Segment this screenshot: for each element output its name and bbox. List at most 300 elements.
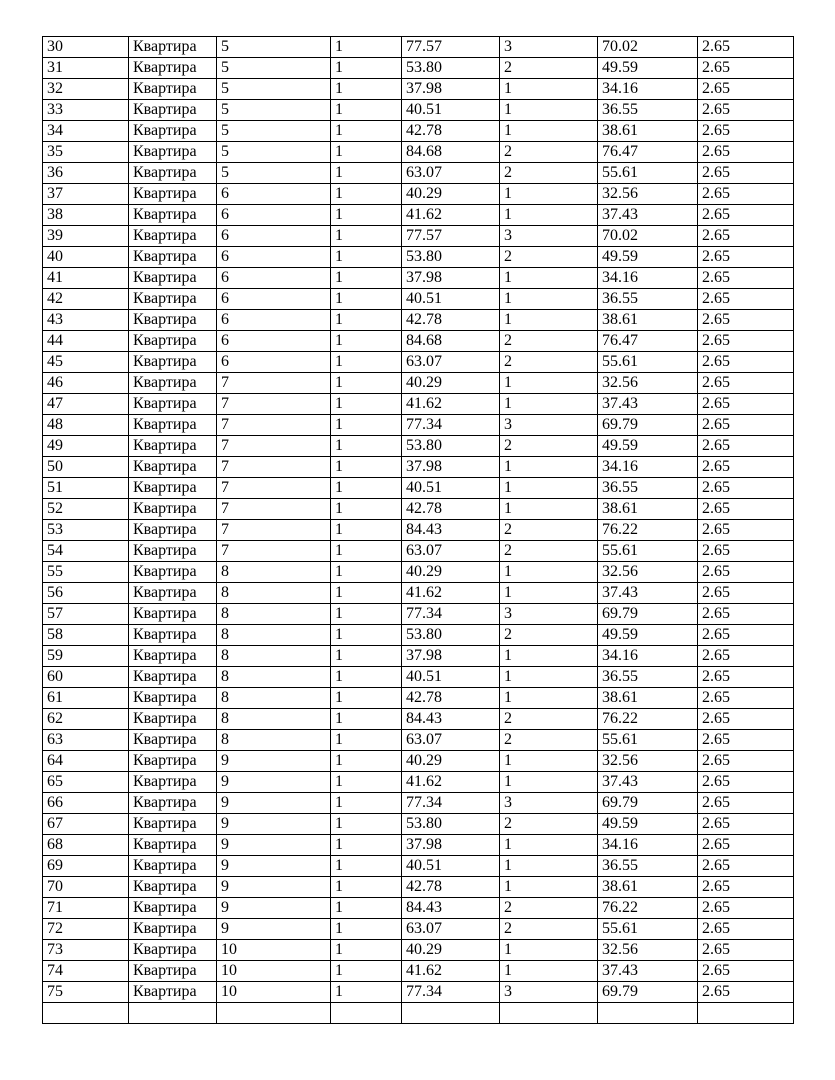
table-cell: 41 — [43, 268, 129, 289]
table-cell: 37.43 — [598, 205, 698, 226]
table-cell: 49.59 — [598, 58, 698, 79]
table-cell: Квартира — [129, 205, 217, 226]
table-cell: Квартира — [129, 961, 217, 982]
table-cell: 10 — [217, 982, 331, 1003]
table-cell: 53.80 — [402, 247, 500, 268]
apartments-table-body — [43, 37, 794, 1024]
table-cell: 1 — [500, 856, 598, 877]
table-cell: Квартира — [129, 919, 217, 940]
table-cell: 32.56 — [598, 751, 698, 772]
table-row — [43, 667, 794, 688]
table-cell: 2.65 — [698, 919, 794, 940]
table-cell: 37.98 — [402, 457, 500, 478]
table-cell: 9 — [217, 898, 331, 919]
table-cell: 1 — [500, 772, 598, 793]
apartments-table — [42, 36, 794, 1024]
table-cell: 34.16 — [598, 268, 698, 289]
table-cell: Квартира — [129, 772, 217, 793]
table-cell: 52 — [43, 499, 129, 520]
table-cell: 5 — [217, 163, 331, 184]
table-cell: 47 — [43, 394, 129, 415]
table-cell: 1 — [500, 310, 598, 331]
table-cell: 1 — [331, 205, 402, 226]
table-cell: 40.29 — [402, 373, 500, 394]
table-cell: Квартира — [129, 583, 217, 604]
table-cell: 2.65 — [698, 520, 794, 541]
table-cell: 2.65 — [698, 751, 794, 772]
table-cell: 42.78 — [402, 310, 500, 331]
table-cell: 2.65 — [698, 478, 794, 499]
table-cell: 10 — [217, 961, 331, 982]
table-cell: Квартира — [129, 667, 217, 688]
table-row — [43, 226, 794, 247]
table-cell: 56 — [43, 583, 129, 604]
table-cell: 74 — [43, 961, 129, 982]
table-cell: 2.65 — [698, 562, 794, 583]
table-cell: Квартира — [129, 877, 217, 898]
table-cell: 1 — [331, 961, 402, 982]
table-cell: 49 — [43, 436, 129, 457]
table-cell: 40.29 — [402, 940, 500, 961]
table-row — [43, 856, 794, 877]
table-cell: 2.65 — [698, 541, 794, 562]
table-cell: 1 — [331, 436, 402, 457]
table-cell: 1 — [331, 373, 402, 394]
table-cell: 1 — [331, 37, 402, 58]
table-cell: Квартира — [129, 457, 217, 478]
table-cell: 55.61 — [598, 541, 698, 562]
table-cell: Квартира — [129, 373, 217, 394]
table-cell: 36.55 — [598, 289, 698, 310]
table-cell: 1 — [500, 289, 598, 310]
table-cell: 2 — [500, 625, 598, 646]
table-cell: 2.65 — [698, 583, 794, 604]
table-cell: 2.65 — [698, 37, 794, 58]
table-cell: 58 — [43, 625, 129, 646]
table-cell: 2 — [500, 352, 598, 373]
table-cell: 2 — [500, 247, 598, 268]
table-cell: 1 — [331, 226, 402, 247]
table-cell: 7 — [217, 520, 331, 541]
table-cell: 3 — [500, 415, 598, 436]
table-row — [43, 100, 794, 121]
table-cell: 42.78 — [402, 688, 500, 709]
table-cell: 2.65 — [698, 625, 794, 646]
table-cell: 2.65 — [698, 982, 794, 1003]
table-cell: 1 — [331, 394, 402, 415]
table-cell: 3 — [500, 793, 598, 814]
table-cell: 45 — [43, 352, 129, 373]
table-cell: 2.65 — [698, 772, 794, 793]
table-cell: 42.78 — [402, 499, 500, 520]
table-cell: 59 — [43, 646, 129, 667]
table-cell: 8 — [217, 688, 331, 709]
table-row — [43, 835, 794, 856]
table-cell: 9 — [217, 856, 331, 877]
table-cell: 2 — [500, 163, 598, 184]
table-cell: 1 — [331, 310, 402, 331]
table-cell: 64 — [43, 751, 129, 772]
table-cell: Квартира — [129, 436, 217, 457]
table-cell: 38 — [43, 205, 129, 226]
table-cell: Квартира — [129, 79, 217, 100]
table-row — [43, 142, 794, 163]
table-cell: 1 — [331, 499, 402, 520]
table-cell: 2 — [500, 814, 598, 835]
table-cell: 63.07 — [402, 163, 500, 184]
table-cell: 5 — [217, 79, 331, 100]
table-cell: 6 — [217, 184, 331, 205]
table-cell: 7 — [217, 457, 331, 478]
table-cell: 1 — [500, 499, 598, 520]
table-cell: 69.79 — [598, 982, 698, 1003]
table-row — [43, 457, 794, 478]
table-cell: 2.65 — [698, 373, 794, 394]
table-cell: Квартира — [129, 688, 217, 709]
table-cell: 1 — [500, 751, 598, 772]
table-cell: 1 — [331, 478, 402, 499]
table-cell: 2.65 — [698, 184, 794, 205]
table-cell: 40.51 — [402, 667, 500, 688]
table-cell: 2.65 — [698, 835, 794, 856]
table-cell: 1 — [331, 142, 402, 163]
table-cell: 41.62 — [402, 394, 500, 415]
table-cell: Квартира — [129, 163, 217, 184]
table-cell: 7 — [217, 436, 331, 457]
table-row — [43, 583, 794, 604]
table-cell: 2 — [500, 331, 598, 352]
table-cell: 1 — [331, 289, 402, 310]
table-cell: 63 — [43, 730, 129, 751]
table-cell: 1 — [331, 793, 402, 814]
table-cell: Квартира — [129, 310, 217, 331]
table-row — [43, 520, 794, 541]
table-cell: 55.61 — [598, 919, 698, 940]
table-cell: 1 — [331, 625, 402, 646]
table-cell: Квартира — [129, 184, 217, 205]
table-cell — [500, 1003, 598, 1024]
table-cell — [598, 1003, 698, 1024]
table-cell: 50 — [43, 457, 129, 478]
table-cell: Квартира — [129, 58, 217, 79]
table-cell — [402, 1003, 500, 1024]
table-cell: 1 — [500, 268, 598, 289]
table-cell: 5 — [217, 121, 331, 142]
table-cell: 63.07 — [402, 541, 500, 562]
table-cell: 76.47 — [598, 331, 698, 352]
table-cell: Квартира — [129, 814, 217, 835]
table-row — [43, 436, 794, 457]
table-row — [43, 373, 794, 394]
table-cell: 65 — [43, 772, 129, 793]
table-cell: 1 — [500, 835, 598, 856]
table-cell: 32 — [43, 79, 129, 100]
table-cell: 77.57 — [402, 37, 500, 58]
table-cell: 49.59 — [598, 625, 698, 646]
table-cell: 55.61 — [598, 730, 698, 751]
table-cell: 2.65 — [698, 100, 794, 121]
table-cell: Квартира — [129, 982, 217, 1003]
table-cell: 5 — [217, 58, 331, 79]
table-cell: Квартира — [129, 646, 217, 667]
table-cell: 84.43 — [402, 898, 500, 919]
table-cell: 2 — [500, 436, 598, 457]
table-cell: 2.65 — [698, 268, 794, 289]
table-cell — [129, 1003, 217, 1024]
table-cell: 1 — [331, 919, 402, 940]
table-cell: 77.34 — [402, 793, 500, 814]
table-cell: 37.43 — [598, 394, 698, 415]
table-cell: 10 — [217, 940, 331, 961]
table-cell: 48 — [43, 415, 129, 436]
table-cell: 1 — [500, 100, 598, 121]
table-cell: 77.34 — [402, 982, 500, 1003]
table-cell: 1 — [331, 583, 402, 604]
table-cell: 8 — [217, 667, 331, 688]
table-cell: 8 — [217, 646, 331, 667]
table-row — [43, 394, 794, 415]
table-row — [43, 58, 794, 79]
table-cell: 42.78 — [402, 121, 500, 142]
table-cell: 1 — [500, 79, 598, 100]
table-cell: 36.55 — [598, 667, 698, 688]
table-cell: 1 — [331, 856, 402, 877]
table-cell: 37.98 — [402, 646, 500, 667]
table-row — [43, 751, 794, 772]
table-cell: 69.79 — [598, 415, 698, 436]
table-cell: 2.65 — [698, 730, 794, 751]
table-cell: 37.98 — [402, 79, 500, 100]
table-cell: 43 — [43, 310, 129, 331]
table-cell: Квартира — [129, 499, 217, 520]
table-cell — [217, 1003, 331, 1024]
table-cell: 2 — [500, 520, 598, 541]
table-cell: 84.43 — [402, 520, 500, 541]
table-cell: 1 — [500, 562, 598, 583]
table-cell: 70.02 — [598, 37, 698, 58]
table-cell: 37.98 — [402, 268, 500, 289]
table-row — [43, 646, 794, 667]
table-cell: 1 — [500, 583, 598, 604]
table-cell: 9 — [217, 835, 331, 856]
table-cell: 32.56 — [598, 562, 698, 583]
table-cell: 55.61 — [598, 352, 698, 373]
table-cell: 70.02 — [598, 226, 698, 247]
table-cell: 40.29 — [402, 184, 500, 205]
table-cell: 30 — [43, 37, 129, 58]
table-row — [43, 499, 794, 520]
table-cell: 2.65 — [698, 793, 794, 814]
table-cell: 51 — [43, 478, 129, 499]
table-cell: 75 — [43, 982, 129, 1003]
table-cell: 40.51 — [402, 289, 500, 310]
table-row — [43, 688, 794, 709]
table-cell: 69.79 — [598, 604, 698, 625]
table-cell: 2.65 — [698, 814, 794, 835]
table-cell: 62 — [43, 709, 129, 730]
table-cell: 84.68 — [402, 331, 500, 352]
table-cell: 53.80 — [402, 58, 500, 79]
table-cell: 63.07 — [402, 730, 500, 751]
table-cell: 76.47 — [598, 142, 698, 163]
table-cell: 1 — [500, 184, 598, 205]
table-row — [43, 478, 794, 499]
table-cell: 53.80 — [402, 436, 500, 457]
table-cell: 5 — [217, 142, 331, 163]
table-cell: 2.65 — [698, 499, 794, 520]
table-row — [43, 541, 794, 562]
table-cell: 34.16 — [598, 835, 698, 856]
table-cell: 67 — [43, 814, 129, 835]
table-cell: 39 — [43, 226, 129, 247]
table-cell: 41.62 — [402, 583, 500, 604]
table-cell: 84.43 — [402, 709, 500, 730]
table-cell: 53.80 — [402, 814, 500, 835]
table-cell: 40.29 — [402, 562, 500, 583]
table-row — [43, 415, 794, 436]
table-cell: 1 — [500, 478, 598, 499]
table-cell: 35 — [43, 142, 129, 163]
table-cell: 2 — [500, 142, 598, 163]
table-cell: 1 — [500, 646, 598, 667]
table-cell: 33 — [43, 100, 129, 121]
table-cell: Квартира — [129, 709, 217, 730]
table-row — [43, 625, 794, 646]
table-cell: 73 — [43, 940, 129, 961]
table-cell: 34.16 — [598, 646, 698, 667]
table-cell: 1 — [331, 562, 402, 583]
table-cell: Квартира — [129, 226, 217, 247]
table-cell: 49.59 — [598, 436, 698, 457]
table-row-partial — [43, 1003, 794, 1024]
table-cell: 7 — [217, 373, 331, 394]
table-cell: 41.62 — [402, 205, 500, 226]
table-cell: 1 — [331, 772, 402, 793]
table-cell: 2.65 — [698, 394, 794, 415]
table-cell: 1 — [500, 940, 598, 961]
table-cell: Квартира — [129, 100, 217, 121]
table-row — [43, 37, 794, 58]
table-row — [43, 79, 794, 100]
table-cell: 1 — [331, 58, 402, 79]
table-cell: Квартира — [129, 478, 217, 499]
table-cell: 7 — [217, 478, 331, 499]
table-cell: 2.65 — [698, 688, 794, 709]
table-cell: 68 — [43, 835, 129, 856]
table-cell: 6 — [217, 289, 331, 310]
table-cell: 69.79 — [598, 793, 698, 814]
table-cell: 9 — [217, 877, 331, 898]
table-cell: 49.59 — [598, 814, 698, 835]
table-cell: 72 — [43, 919, 129, 940]
table-cell: Квартира — [129, 898, 217, 919]
table-cell: 36.55 — [598, 100, 698, 121]
table-cell: Квартира — [129, 751, 217, 772]
table-cell: 1 — [331, 352, 402, 373]
table-cell: 7 — [217, 415, 331, 436]
table-cell: 1 — [331, 457, 402, 478]
table-cell: 2.65 — [698, 877, 794, 898]
table-cell: 76.22 — [598, 520, 698, 541]
table-row — [43, 184, 794, 205]
table-cell: 1 — [331, 751, 402, 772]
table-cell: 66 — [43, 793, 129, 814]
table-cell: 2.65 — [698, 667, 794, 688]
table-cell: 2.65 — [698, 940, 794, 961]
table-cell: 76.22 — [598, 898, 698, 919]
table-row — [43, 982, 794, 1003]
table-cell: Квартира — [129, 520, 217, 541]
table-cell: 9 — [217, 793, 331, 814]
table-cell: 2.65 — [698, 121, 794, 142]
table-cell: 36.55 — [598, 856, 698, 877]
table-cell: 1 — [331, 688, 402, 709]
table-cell: 32.56 — [598, 940, 698, 961]
table-cell: 8 — [217, 562, 331, 583]
table-cell: Квартира — [129, 37, 217, 58]
table-cell: 34.16 — [598, 79, 698, 100]
table-cell: Квартира — [129, 835, 217, 856]
table-cell: 1 — [331, 604, 402, 625]
table-cell: 76.22 — [598, 709, 698, 730]
table-cell: 1 — [331, 100, 402, 121]
table-row — [43, 793, 794, 814]
table-row — [43, 898, 794, 919]
table-cell: 9 — [217, 919, 331, 940]
table-cell: 71 — [43, 898, 129, 919]
table-cell: 1 — [500, 394, 598, 415]
table-cell: 1 — [331, 814, 402, 835]
table-cell: 8 — [217, 730, 331, 751]
table-cell: 61 — [43, 688, 129, 709]
table-cell: 2.65 — [698, 352, 794, 373]
table-cell: 53 — [43, 520, 129, 541]
table-cell: 38.61 — [598, 499, 698, 520]
table-cell: 2 — [500, 919, 598, 940]
table-cell: 2.65 — [698, 205, 794, 226]
table-cell: 2.65 — [698, 289, 794, 310]
table-cell: 2.65 — [698, 898, 794, 919]
table-cell: 1 — [331, 79, 402, 100]
table-cell: 1 — [331, 730, 402, 751]
table-row — [43, 814, 794, 835]
table-cell: 2.65 — [698, 79, 794, 100]
table-cell: 70 — [43, 877, 129, 898]
table-cell: 2 — [500, 709, 598, 730]
table-cell: Квартира — [129, 268, 217, 289]
table-cell: 2.65 — [698, 604, 794, 625]
table-cell: Квартира — [129, 121, 217, 142]
table-cell: 6 — [217, 331, 331, 352]
table-cell: 3 — [500, 226, 598, 247]
table-row — [43, 310, 794, 331]
table-cell: Квартира — [129, 625, 217, 646]
table-row — [43, 121, 794, 142]
table-cell: 1 — [500, 205, 598, 226]
table-cell: 1 — [500, 667, 598, 688]
table-cell: 2.65 — [698, 436, 794, 457]
table-cell: Квартира — [129, 730, 217, 751]
table-cell: 37.98 — [402, 835, 500, 856]
table-cell: Квартира — [129, 352, 217, 373]
table-cell: 2.65 — [698, 415, 794, 436]
table-cell: 7 — [217, 394, 331, 415]
table-cell: 1 — [331, 415, 402, 436]
table-cell: Квартира — [129, 541, 217, 562]
table-cell: 2.65 — [698, 331, 794, 352]
table-cell: 77.57 — [402, 226, 500, 247]
table-cell: 1 — [331, 247, 402, 268]
